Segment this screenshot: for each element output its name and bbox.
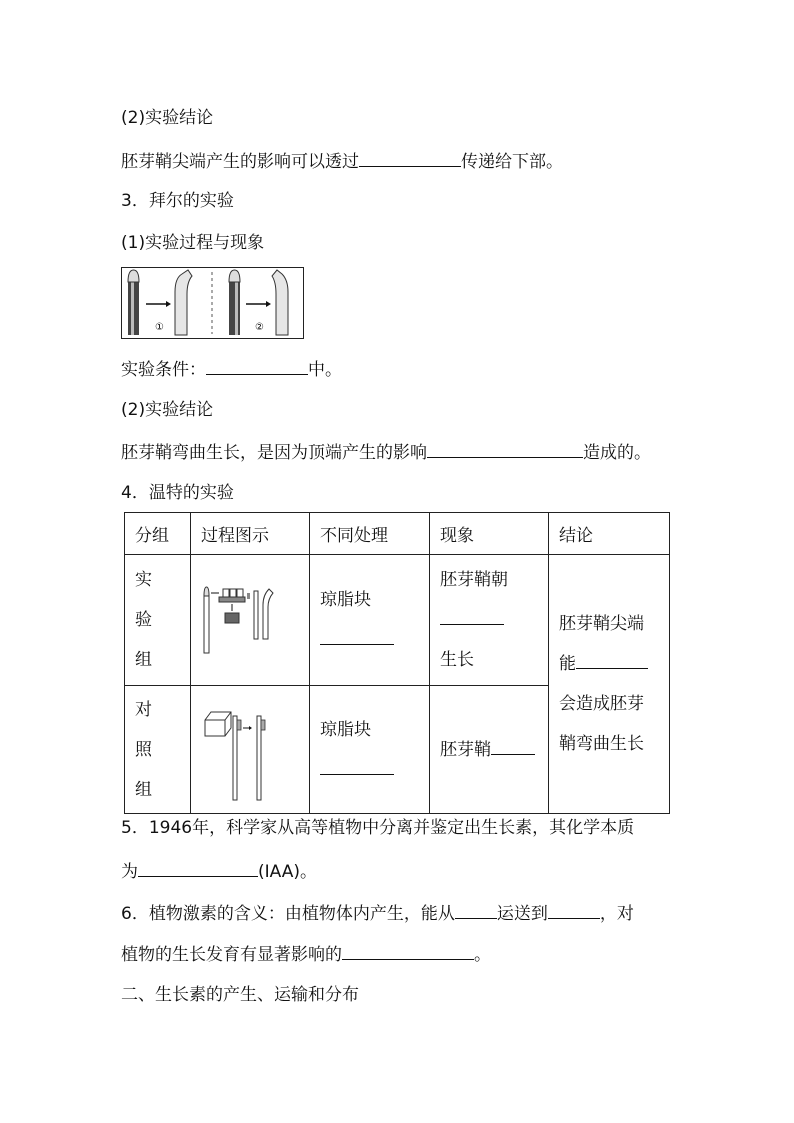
exp-group-cell: 实 验 组 <box>125 555 191 686</box>
ctrl-phenomenon-blank[interactable] <box>491 736 535 755</box>
header-process: 过程图示 <box>191 513 310 555</box>
exp-phenomenon-cell: 胚芽鞘朝 生长 <box>430 555 549 686</box>
ctrl-group-cell: 对 照 组 <box>125 686 191 814</box>
coleoptile-tip-2 <box>229 270 240 282</box>
s3-conclusion-line <box>121 439 651 465</box>
header-phenomenon: 现象 <box>430 513 549 555</box>
conclusion-blank[interactable] <box>576 650 648 669</box>
header-conclusion: 结论 <box>549 513 670 555</box>
s5-blank[interactable] <box>138 858 258 877</box>
section2-heading: 二、生长素的产生、运输和分布 <box>121 985 359 1005</box>
ctrl-phenomenon-cell: 胚芽鞘 <box>430 686 549 814</box>
s6-blank-from[interactable] <box>455 900 497 919</box>
s2-conclusion-line <box>121 148 563 174</box>
coleoptile-tip-1 <box>128 270 139 282</box>
coleoptile-base-2 <box>229 281 240 335</box>
s5-line1: 5．1946年，科学家从高等植物中分离并鉴定出生长素，其化学本质 <box>121 818 635 838</box>
figure-label-2: ② <box>255 322 264 333</box>
s6-blank-substance[interactable] <box>342 941 474 960</box>
s3-condition-blank[interactable] <box>206 356 308 375</box>
s3-condition-prefix: 实验条件： <box>121 360 206 380</box>
s3-process-heading: (1)实验过程与现象 <box>121 233 265 253</box>
s2-conclusion-heading: (2)实验结论 <box>121 108 214 128</box>
exp-process-drawing <box>191 555 309 680</box>
s3-conclusion-heading: (2)实验结论 <box>121 400 214 420</box>
bayliss-figure-drawing <box>122 268 302 337</box>
s3-conclusion-suffix: 造成的。 <box>583 443 651 463</box>
s3-condition-suffix: 中。 <box>308 360 342 380</box>
exp-phenomenon-blank[interactable] <box>440 606 504 625</box>
exp-treatment-blank[interactable] <box>320 626 394 645</box>
ctrl-treatment-blank[interactable] <box>320 756 394 775</box>
table-row-experimental <box>125 555 670 686</box>
exp-treatment-cell <box>310 555 430 686</box>
s3-condition-line <box>121 356 342 382</box>
s6-line1: 6．植物激素的含义：由植物体内产生，能从 运送到 ，对 <box>121 900 634 926</box>
bayliss-experiment-figure <box>121 267 304 339</box>
s4-title: 4．温特的实验 <box>121 483 234 503</box>
figure-label-1: ① <box>155 322 164 333</box>
bent-coleoptile-1 <box>175 270 192 335</box>
exp-treatment-text: 琼脂块 <box>320 590 371 610</box>
header-treatment: 不同处理 <box>310 513 430 555</box>
ctrl-process-drawing <box>191 686 309 808</box>
header-group: 分组 <box>125 513 191 555</box>
ctrl-process-figure-cell <box>191 686 310 814</box>
ctrl-treatment-cell <box>310 686 430 814</box>
s3-conclusion-prefix: 胚芽鞘弯曲生长，是因为顶端产生的影响 <box>121 443 427 463</box>
s3-title: 3．拜尔的实验 <box>121 191 234 211</box>
s2-conclusion-suffix: 传递给下部。 <box>461 152 563 172</box>
ctrl-treatment-text: 琼脂块 <box>320 719 371 740</box>
s2-conclusion-prefix: 胚芽鞘尖端产生的影响可以透过 <box>121 152 359 172</box>
table-header-row <box>125 513 670 555</box>
exp-process-figure-cell <box>191 555 310 686</box>
bent-coleoptile-2 <box>272 270 288 335</box>
s6-line2: 植物的生长发育有显著影响的 。 <box>121 941 491 967</box>
s6-blank-to[interactable] <box>548 900 600 919</box>
conclusion-cell: 胚芽鞘尖端 能 会造成胚芽 鞘弯曲生长 <box>549 555 670 814</box>
s5-line2: 为 (IAA)。 <box>121 858 317 884</box>
went-experiment-table <box>124 512 670 814</box>
s2-conclusion-blank[interactable] <box>359 148 461 167</box>
s3-conclusion-blank[interactable] <box>427 439 583 458</box>
